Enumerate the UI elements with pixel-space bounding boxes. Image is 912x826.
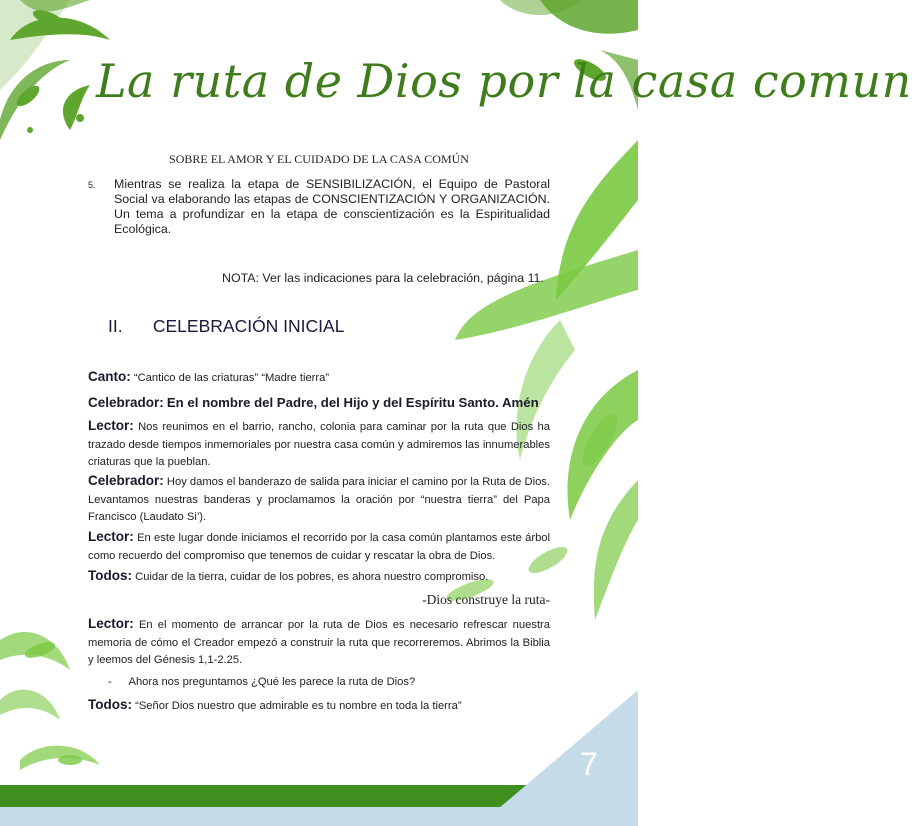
numbered-item — [88, 177, 550, 237]
speaker-label: Celebrador: — [88, 473, 164, 488]
page-number: 7 — [580, 746, 598, 782]
bullet-item — [108, 676, 415, 688]
section-subtitle: SOBRE EL AMOR Y EL CUIDADO DE LA CASA COMÚN — [169, 152, 469, 166]
paragraph-text: En el momento de arrancar por la ruta de Dios es necesario refrescar nuestra memoria de cómo el Creador empezó a construir la ruta que recorreremos. Abrimos la Biblia y leemos del Génesis 1,1-2.25. — [88, 619, 550, 666]
bottom-left-swirl-ornament — [0, 632, 100, 770]
paragraph-text: En el nombre del Padre, del Hijo y del Espíritu Santo. Amén — [166, 395, 539, 410]
paragraph-text: Hoy damos el banderazo de salida para iniciar el camino por la Ruta de Dios. Levantamos nuestras banderas y proclamamos la oración por “nuestra tierra” del Papa Francisco (Laudato Si’). — [88, 476, 551, 523]
speaker-label: Todos: — [88, 697, 132, 712]
note-text: NOTA: Ver las indicaciones para la celebración, página 11. — [222, 271, 544, 285]
speaker-label: Celebrador: — [88, 395, 164, 410]
paragraph-text: Cuidar de la tierra, cuidar de los pobres, es ahora nuestro compromiso. — [135, 571, 489, 583]
section-heading — [108, 316, 344, 337]
paragraph-todos-2 — [88, 696, 550, 716]
paragraph-celebrador-2 — [88, 472, 550, 527]
bullet-dash: - — [108, 676, 112, 688]
paragraph-lector-3 — [88, 615, 550, 670]
item-number: 5. — [88, 180, 96, 190]
page-title: La ruta de Dios por la casa comun — [96, 54, 912, 108]
speaker-label: Lector: — [88, 418, 134, 433]
paragraph-lector-1 — [88, 417, 550, 472]
section-number: II. — [108, 316, 123, 336]
paragraph-text: “Señor Dios nuestro que admirable es tu nombre en toda la tierra” — [135, 700, 462, 712]
paragraph-text: “Cantico de las criaturas” “Madre tierra” — [133, 372, 330, 384]
bullet-text: Ahora nos preguntamos ¿Qué les parece la ruta de Dios? — [128, 676, 416, 688]
paragraph-canto — [88, 368, 550, 388]
paragraph-text: Nos reunimos en el barrio, rancho, colonia para caminar por la ruta que Dios ha trazado desde tiempos inmemoriales por nuestra casa común y admiremos las innumerables criaturas que la pueblan. — [88, 421, 550, 468]
paragraph-text: En este lugar donde iniciamos el recorrido por la casa común plantamos este árbol como recuerdo del compromiso que tenemos de cuidar y rescatar la obra de Dios. — [88, 532, 551, 562]
speaker-label: Lector: — [88, 616, 134, 631]
right-aligned-note: -Dios construye la ruta- — [422, 592, 550, 607]
speaker-label: Lector: — [88, 529, 134, 544]
speaker-label: Todos: — [88, 568, 132, 583]
top-left-swirl-ornament — [0, 0, 110, 140]
paragraph-celebrador-1 — [88, 394, 550, 414]
item-text: Mientras se realiza la etapa de SENSIBILIZACIÓN, el Equipo de Pastoral Social va elaborando las etapas de CONSCIENTIZACIÓN Y ORGANIZACIÓN. Un tema a profundizar en la etapa de conscientización es la Espiritualidad Ecológica. — [114, 177, 550, 236]
paragraph-lector-2 — [88, 528, 550, 565]
section-title: CELEBRACIÓN INICIAL — [152, 316, 345, 336]
speaker-label: Canto: — [88, 369, 131, 384]
paragraph-todos-1 — [88, 567, 550, 587]
